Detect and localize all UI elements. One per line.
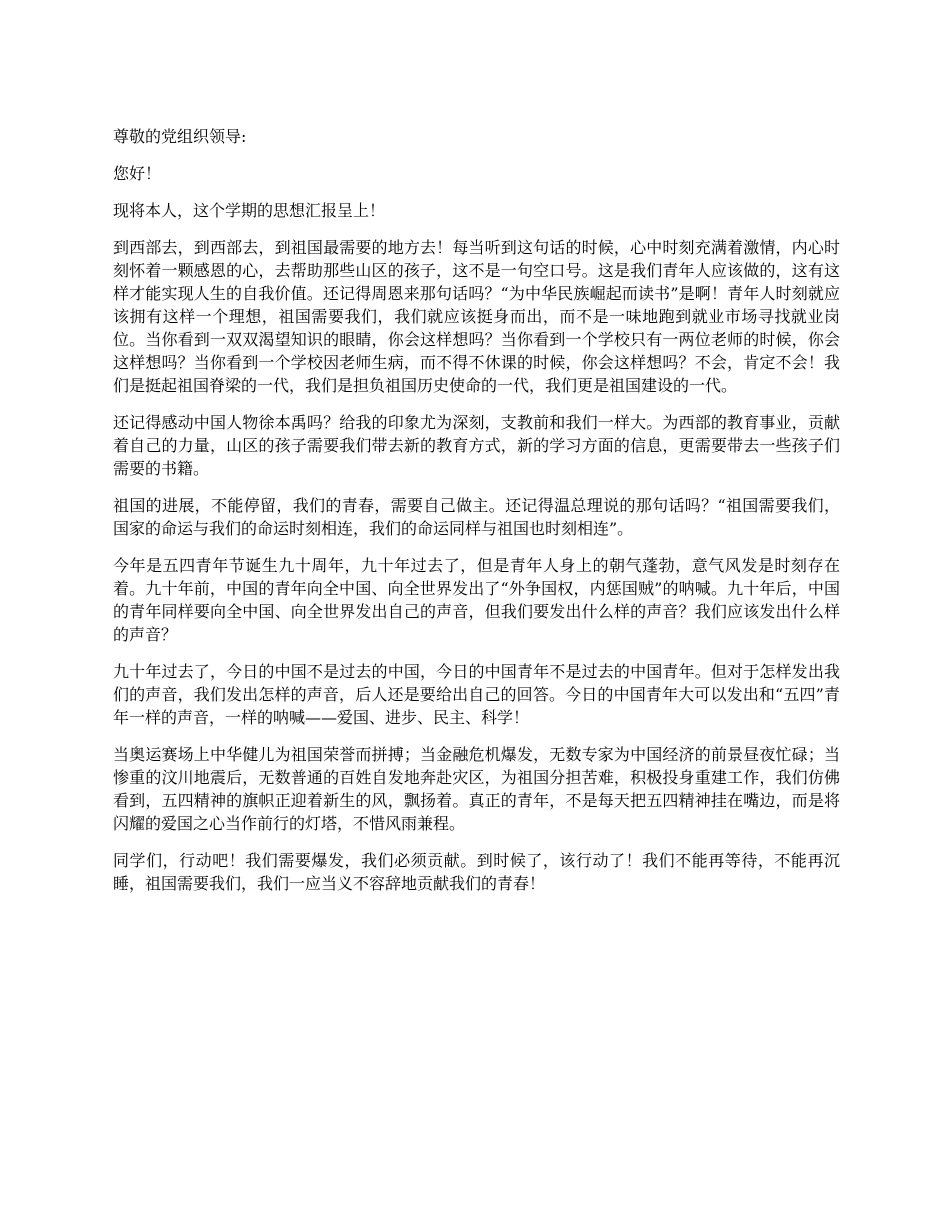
paragraph-4: 今年是五四青年节诞生九十周年，九十年过去了，但是青年人身上的朝气蓬勃，意气风发是时刻存在着。九十年前，中国的青年向全中国、向全世界发出了“外争国权，内惩国贼”的呐喊。九十年后，中国的青年同样要向全中国、向全世界发出自己的声音，但我们要发出什么样的声音？我们应该发出什么样的声音？ <box>113 556 840 644</box>
greeting: 您好！ <box>113 164 162 183</box>
paragraph-3: 祖国的进展，不能停留，我们的青春，需要自己做主。还记得温总理说的那句话吗？“祖国需要我们，国家的命运与我们的命运时刻相连，我们的命运同样与祖国也时刻相连”。 <box>113 496 840 538</box>
paragraph-6: 当奥运赛场上中华健儿为祖国荣誉而拼搏；当金融危机爆发，无数专家为中国经济的前景昼夜忙碌；当惨重的汶川地震后，无数普通的百姓自发地奔赴灾区，为祖国分担苦难，积极投身重建工作，我们仿佛看到，五四精神的旗帜正迎着新生的风，飘扬着。真正的青年，不是每天把五四精神挂在嘴边，而是将闪耀的爱国之心当作前行的灯塔，不惜风雨兼程。 <box>113 745 840 833</box>
paragraph-7: 同学们，行动吧！我们需要爆发，我们必须贡献。到时候了，该行动了！我们不能再等待，不能再沉睡，祖国需要我们，我们一应当义不容辞地贡献我们的青春！ <box>113 851 840 893</box>
paragraph-5: 九十年过去了，今日的中国不是过去的中国，今日的中国青年不是过去的中国青年。但对于怎样发出我们的声音，我们发出怎样的声音，后人还是要给出自己的回答。今日的中国青年大可以发出和“五四”青年一样的声音，一样的呐喊——爱国、进步、民主、科学！ <box>113 662 840 727</box>
document-body <box>113 125 840 909</box>
salutation: 尊敬的党组织领导: <box>113 127 247 146</box>
paragraph-1: 到西部去，到西部去，到祖国最需要的地方去！每当听到这句话的时候，心中时刻充满着激情，内心时刻怀着一颗感恩的心，去帮助那些山区的孩子，这不是一句空口号。这是我们青年人应该做的，这有这样才能实现人生的自我价值。还记得周恩来那句话吗？“为中华民族崛起而读书”是啊！青年人时刻就应该拥有这样一个理想，祖国需要我们，我们就应该挺身而出，而不是一味地跑到就业市场寻找就业岗位。当你看到一双双渴望知识的眼睛，你会这样想吗？当你看到一个学校只有一两位老师的时候，你会这样想吗？当你看到一个学校因老师生病，而不得不休课的时候，你会这样想吗？不会，肯定不会！我们是挺起祖国脊梁的一代，我们是担负祖国历史使命的一代，我们更是祖国建设的一代。 <box>113 238 840 395</box>
intro-line: 现将本人，这个学期的思想汇报呈上！ <box>113 201 386 220</box>
paragraph-2: 还记得感动中国人物徐本禹吗？给我的印象尤为深刻，支教前和我们一样大。为西部的教育事业，贡献着自己的力量，山区的孩子需要我们带去新的教育方式，新的学习方面的信息，更需要带去一些孩子们需要的书籍。 <box>113 413 840 478</box>
